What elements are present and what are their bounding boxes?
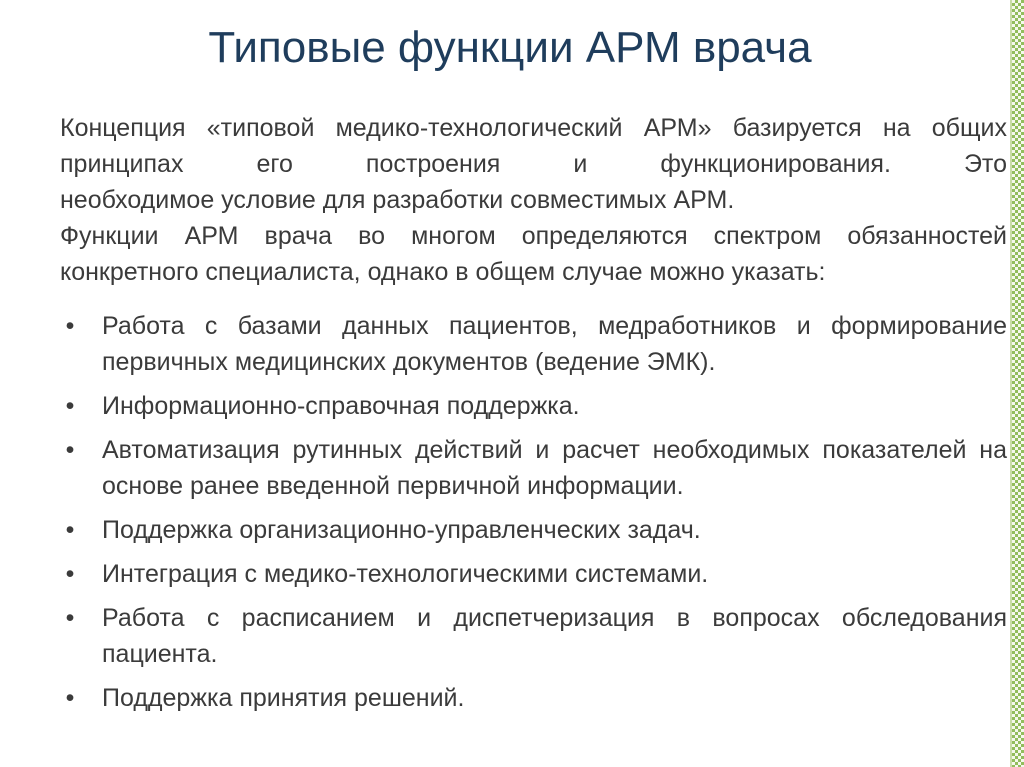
bullet-item-4 bbox=[60, 512, 1007, 548]
slide-title: Типовые функции АРМ врача bbox=[208, 23, 812, 72]
bullet-marker: • bbox=[65, 436, 75, 464]
decorative-side-stripe bbox=[1012, 0, 1024, 767]
bullet-marker: • bbox=[65, 312, 75, 340]
bullet-text: Поддержка принятия решений. bbox=[102, 684, 465, 712]
bullet-marker: • bbox=[65, 392, 75, 420]
intro-paragraph-1 bbox=[60, 110, 1007, 218]
bullet-item-1 bbox=[60, 308, 1007, 380]
bullet-item-6 bbox=[60, 600, 1007, 672]
bullet-text: Информационно-справочная поддержка. bbox=[102, 392, 580, 420]
bullet-marker: • bbox=[65, 604, 75, 632]
bullet-item-3 bbox=[60, 432, 1007, 504]
bullet-marker: • bbox=[65, 684, 75, 712]
slide-body bbox=[60, 110, 1007, 724]
bullet-text: Работа с базами данных пациентов, медработников и формирование первичных медицинских документов (ведение ЭМК). bbox=[102, 312, 1007, 376]
bullet-marker: • bbox=[65, 516, 75, 544]
bullet-text: Интеграция с медико-технологическими системами. bbox=[102, 560, 709, 588]
bullet-item-5 bbox=[60, 556, 1007, 592]
bullet-text: Работа с расписанием и диспетчеризация в вопросах обследования пациента. bbox=[102, 604, 1007, 668]
bullet-item-2 bbox=[60, 388, 1007, 424]
intro-paragraph-2-text: Функции АРМ врача во многом определяются спектром обязанностей bbox=[60, 222, 1007, 250]
function-bullet-list bbox=[60, 308, 1007, 716]
intro-paragraph-2-last-line: конкретного специалиста, однако в общем случае можно указать: bbox=[60, 258, 826, 286]
bullet-text: Поддержка организационно-управленческих задач. bbox=[102, 516, 701, 544]
bullet-marker: • bbox=[65, 560, 75, 588]
intro-paragraph-1-text: Концепция «типовой медико-технологический АРМ» базируется на общих принципах его построения и функционирования. Это bbox=[60, 114, 1007, 178]
bullet-item-7 bbox=[60, 680, 1007, 716]
intro-paragraph-1-last-line: необходимое условие для разработки совместимых АРМ. bbox=[60, 186, 735, 214]
intro-paragraph-2 bbox=[60, 218, 1007, 290]
bullet-text: Автоматизация рутинных действий и расчет необходимых показателей на основе ранее введенной первичной информации. bbox=[102, 436, 1007, 500]
